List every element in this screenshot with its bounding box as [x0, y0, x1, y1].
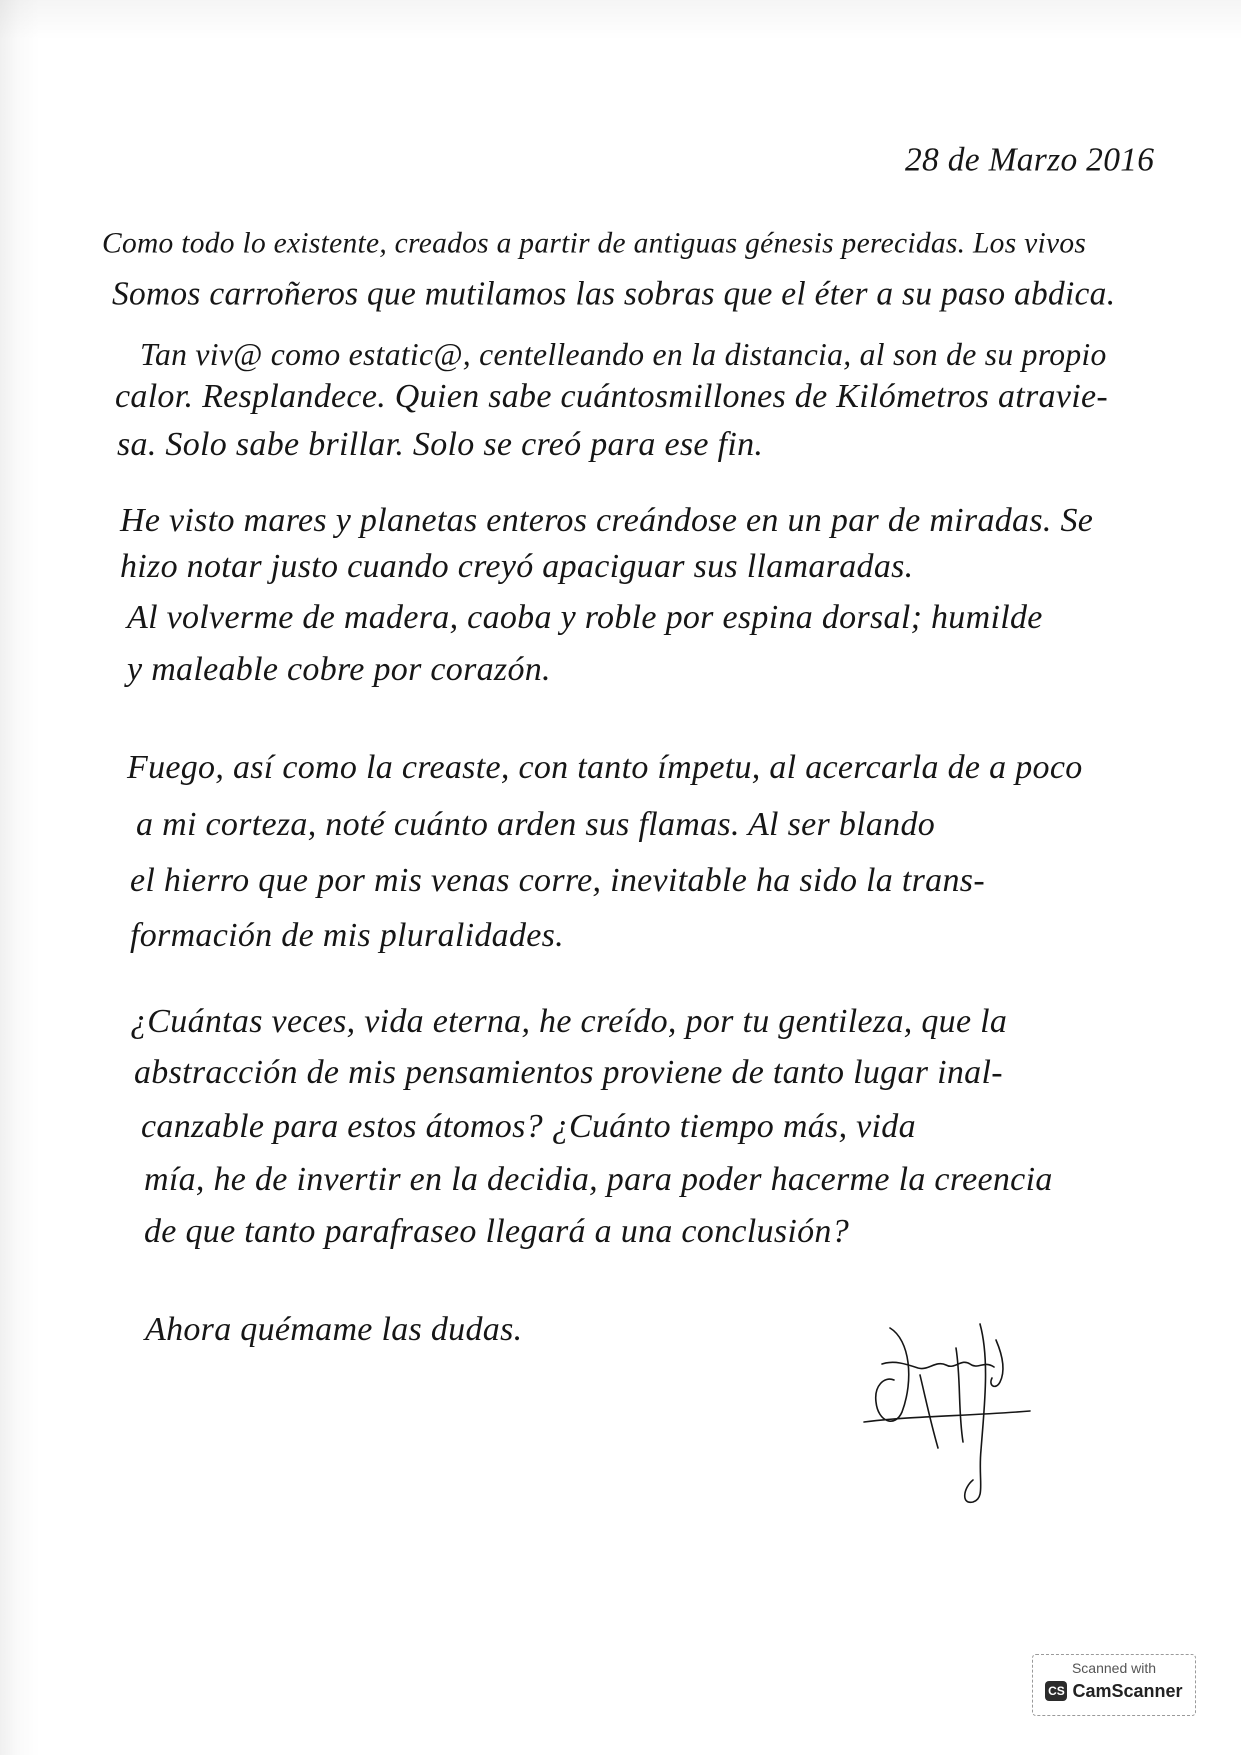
signature-stroke [965, 1324, 986, 1502]
handwritten-line: y maleable cobre por corazón. [127, 651, 551, 688]
signature-stroke [882, 1362, 994, 1368]
handwritten-line: ¿Cuántas veces, vida eterna, he creído, por tu gentileza, que la [130, 1003, 1008, 1040]
handwritten-line: Tan viv@ como estatic@, centelleando en la distancia, al son de su propio [140, 337, 1107, 373]
handwritten-line: canzable para estos átomos? ¿Cuánto tiempo más, vida [141, 1108, 916, 1145]
handwritten-signature [860, 1320, 1035, 1505]
handwritten-line: de que tanto parafraseo llegará a una conclusión? [144, 1213, 850, 1250]
badge-brand-row [1033, 1681, 1195, 1701]
handwritten-line: Al volverme de madera, caoba y roble por espina dorsal; humilde [127, 599, 1043, 636]
handwritten-line: Ahora quémame las dudas. [145, 1311, 523, 1348]
handwritten-line: formación de mis pluralidades. [130, 917, 564, 954]
handwritten-line: He visto mares y planetas enteros creándose en un par de miradas. Se [120, 502, 1094, 539]
handwritten-line: sa. Solo sabe brillar. Solo se creó para ese fin. [117, 426, 764, 463]
handwritten-line: mía, he de invertir en la decidia, para poder hacerme la creencia [144, 1161, 1053, 1198]
handwritten-line: el hierro que por mis venas corre, inevitable ha sido la trans- [130, 862, 985, 899]
signature-stroke [991, 1340, 1003, 1386]
badge-caption: Scanned with [1071, 1660, 1157, 1676]
signature-stroke [920, 1375, 938, 1448]
handwritten-line: abstracción de mis pensamientos proviene de tanto lugar inal- [134, 1054, 1003, 1091]
handwritten-line: calor. Resplandece. Quien sabe cuántosmillones de Kilómetros atravie- [115, 378, 1108, 415]
handwritten-line: a mi corteza, noté cuánto arden sus flamas. Al ser blando [136, 806, 936, 843]
document-date: 28 de Marzo 2016 [905, 141, 1155, 179]
handwritten-line: Fuego, así como la creaste, con tanto ímpetu, al acercarla de a poco [127, 749, 1083, 786]
handwritten-line: Como todo lo existente, creados a partir de antiguas génesis perecidas. Los vivos [102, 227, 1087, 260]
camscanner-logo-icon: CS [1045, 1681, 1067, 1701]
signature-stroke [876, 1328, 909, 1421]
badge-brand-name: CamScanner [1072, 1681, 1183, 1701]
camscanner-badge [1032, 1654, 1196, 1716]
handwritten-line: hizo notar justo cuando creyó apaciguar sus llamaradas. [120, 548, 914, 585]
handwritten-line: Somos carroñeros que mutilamos las sobras que el éter a su paso abdica. [112, 275, 1116, 313]
